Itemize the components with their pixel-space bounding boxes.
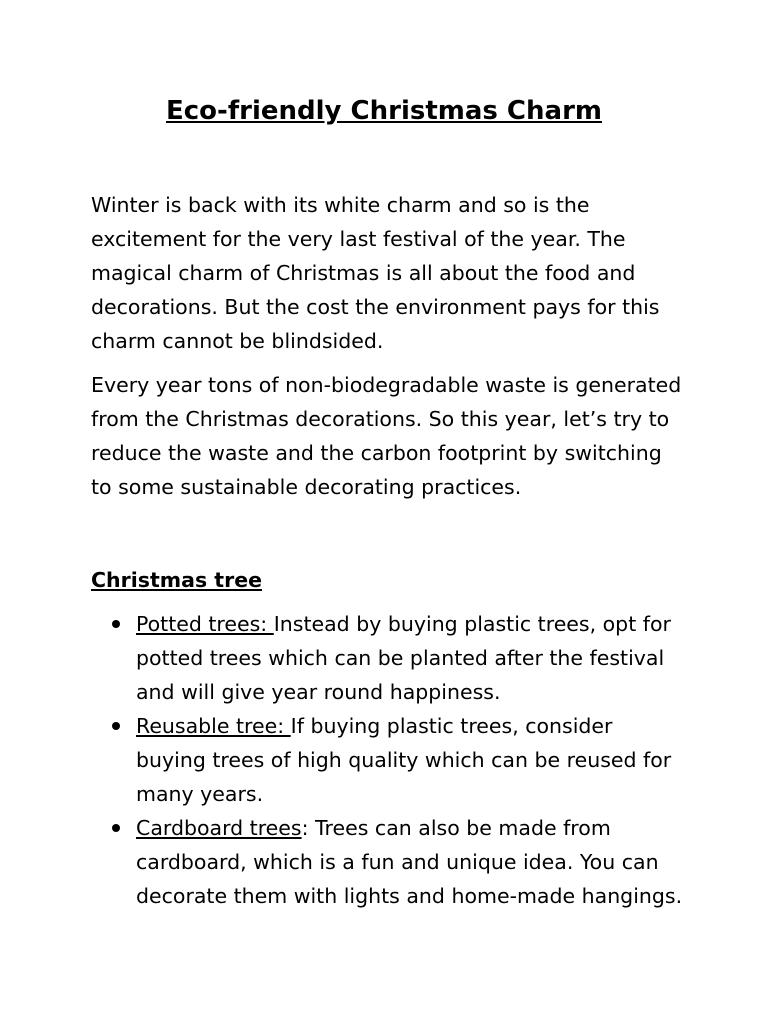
list-item-label: Cardboard trees bbox=[136, 816, 302, 840]
bullet-icon bbox=[112, 824, 120, 832]
document-title: Eco-friendly Christmas Charm bbox=[166, 96, 602, 126]
bullet-icon bbox=[112, 620, 120, 628]
list-item-text: If buying plastic trees, consider buying trees of high quality which can be reused for many years. bbox=[136, 714, 672, 806]
waste-paragraph: Every year tons of non-biodegradable waste is generated from the Christmas decorations. So this year, let’s try to reduce the waste and the carbon footprint by switching to some sustainable decorating practices. bbox=[91, 373, 682, 499]
list-item-potted-trees bbox=[91, 607, 684, 709]
list-item-cardboard-trees bbox=[91, 811, 684, 913]
bullet-icon bbox=[112, 722, 120, 730]
list-item-label: Potted trees: bbox=[136, 612, 274, 636]
list-item-text: Instead by buying plastic trees, opt for potted trees which can be planted after the festival and will give year round happiness. bbox=[136, 612, 671, 704]
christmas-tree-list bbox=[91, 607, 684, 913]
intro-paragraph: Winter is back with its white charm and so is the excitement for the very last festival of the year. The magical charm of Christmas is all about the food and decorations. But the cost the environment pays for this charm cannot be blindsided. bbox=[91, 193, 660, 353]
section-heading-christmas-tree: Christmas tree bbox=[91, 568, 263, 592]
list-item-label: Reusable tree: bbox=[136, 714, 291, 738]
list-item-text: : Trees can also be made from cardboard, which is a fun and unique idea. You can decorate them with lights and home-made hangings. bbox=[136, 816, 683, 908]
list-item-reusable-tree bbox=[91, 709, 684, 811]
